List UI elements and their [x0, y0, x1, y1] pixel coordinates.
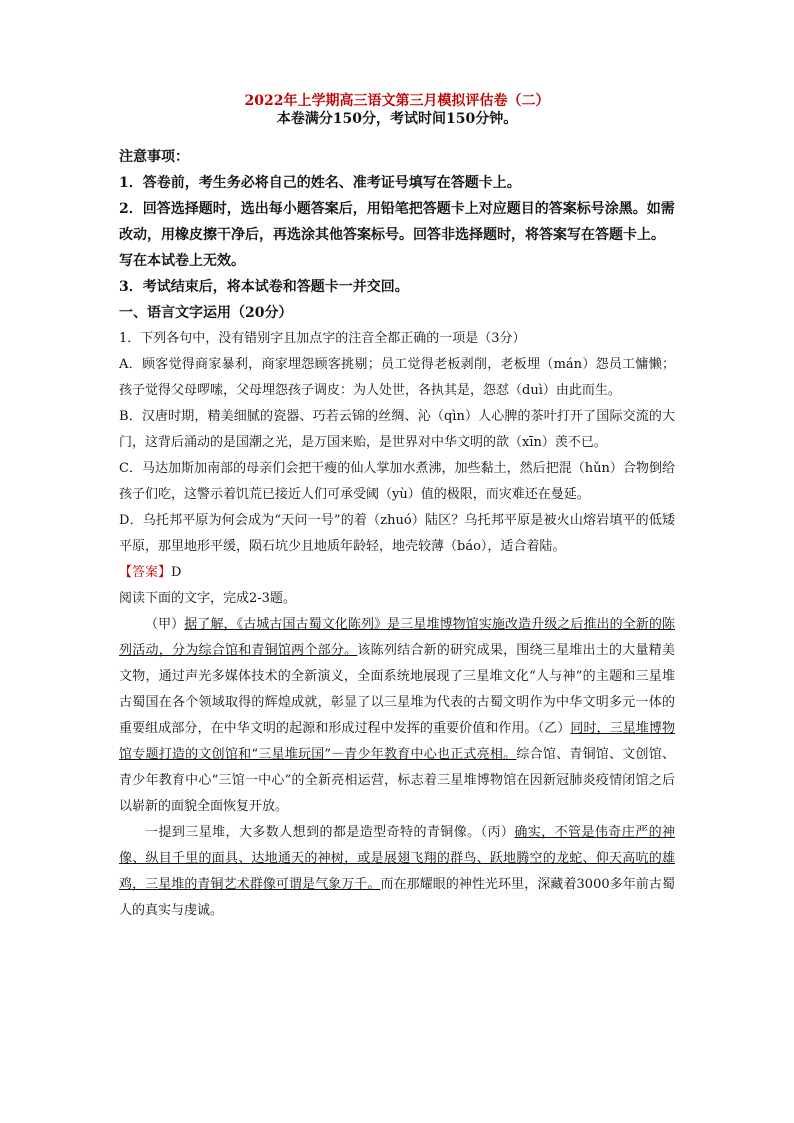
paragraph-2-lead: 一提到三星堆，大多数人想到的都是造型奇特的青铜像。: [145, 825, 481, 840]
exam-page: [119, 92, 675, 924]
paragraph-1-tail: 综合馆、青铜馆、文创馆、青少年教育中心“三馆一中心”的全新亮相运营，标志着三星堆博物馆在因新冠肺炎疫情闭馆之后以崭新的面貌全面恢复开放。: [119, 747, 675, 814]
answer-line: [119, 560, 675, 586]
option-d: D．乌托邦平原为何会成为“天问一号”的着（zhuó）陆区？乌托邦平原是被火山熔岩填平的低矮平原，那里地形平缓，陨石坑少且地质年龄轻，地壳较薄（báo），适合着陆。: [119, 513, 675, 554]
paragraph-1-middle: 该陈列结合新的研究成果，围绕三星堆出土的大量精美文物，通过声光多媒体技术的全新演义，全面系统地展现了三星堆文化“人与神”的主题和三星堆古蜀国在各个领域取得的辉煌成就，彰显了以三星堆为代表的古蜀文明作为中华文明多元一体的重要组成部分，在中华文明的起源和形成过程中发挥的重要价值和作用。: [119, 643, 675, 736]
mark-jia: （甲）: [145, 617, 185, 632]
option-a: A．顾客觉得商家暴利，商家埋怨顾客挑剔；员工觉得老板剥削，老板埋（mán）怨员工慵懒；孩子觉得父母啰嗦，父母埋怨孩子调皮：为人处世，各执其是，怨怼（duì）由此而生。: [119, 357, 675, 398]
question-1-stem: 1．下列各句中，没有错别字且加点字的注音全都正确的一项是（3分）: [119, 331, 526, 346]
passage-paragraph-1: [119, 612, 675, 820]
passage-paragraph-2: [119, 820, 675, 924]
option-b: B．汉唐时期，精美细腻的瓷器、巧若云锦的丝绸、沁（qìn）人心脾的茶叶打开了国际交流的大门，这背后涌动的是国潮之光，是万国来贻，是世界对中华文明的歆（xīn）羡不已。: [119, 409, 675, 450]
notice-heading: 注意事项：: [119, 149, 189, 165]
paragraph-2-tail: 而在那耀眼的神性光环里，深藏着3000多年前古蜀人的真实与虔诚。: [119, 877, 675, 918]
sentence-yi: 同时，三星堆博物馆专题打造的文创馆和“三星堆玩国”－青少年教育中心也正式亮相。: [119, 721, 675, 762]
exam-title: 2022年上学期高三语文第三月模拟评估卷（二）: [244, 93, 550, 109]
notice-item-3: 3．考试结束后，将本试卷和答题卡一并交回。: [119, 279, 409, 295]
sentence-jia: 据了解，《古城古国古蜀文化陈列》是三星堆博物馆实施改造升级之后推出的全新的陈列活动，分为综合馆和青铜馆两个部分。: [119, 617, 675, 658]
answer-tag: 【答案】: [119, 565, 172, 580]
sentence-bing: 确实，不管是伟奇庄严的神像、纵目千里的面具、达地通天的神树，或是展翅飞翔的群鸟、跃地腾空的龙蛇、仰天高吭的雄鸡，三星堆的青铜艺术群像可谓是气象万千。: [119, 825, 675, 892]
notice-item-1: 1．答卷前，考生务必将自己的姓名、准考证号填写在答题卡上。: [119, 175, 521, 191]
notice-item-2: 2．回答选择题时，选出每小题答案后，用铅笔把答题卡上对应题目的答案标号涂黑。如需改动，用橡皮擦干净后，再选涂其他答案标号。回答非选择题时，将答案写在答题卡上。写在本试卷上无效。: [119, 201, 675, 269]
answer-value: D: [171, 565, 182, 580]
exam-subtitle: 本卷满分150分，考试时间150分钟。: [276, 111, 518, 127]
reading-intro: 阅读下面的文字，完成2-3题。: [119, 591, 296, 606]
mark-bing: （丙）: [480, 825, 515, 840]
mark-yi: （乙）: [537, 721, 571, 736]
option-c: C．马达加斯加南部的母亲们会把干瘦的仙人掌加水煮沸，加些黏土，然后把混（hǔn）合物倒给孩子们吃，这警示着饥荒已接近人们可承受阈（yù）值的极限，而灾难还在曼延。: [119, 461, 675, 502]
section-heading: 一、语言文字运用（20分）: [119, 305, 293, 321]
